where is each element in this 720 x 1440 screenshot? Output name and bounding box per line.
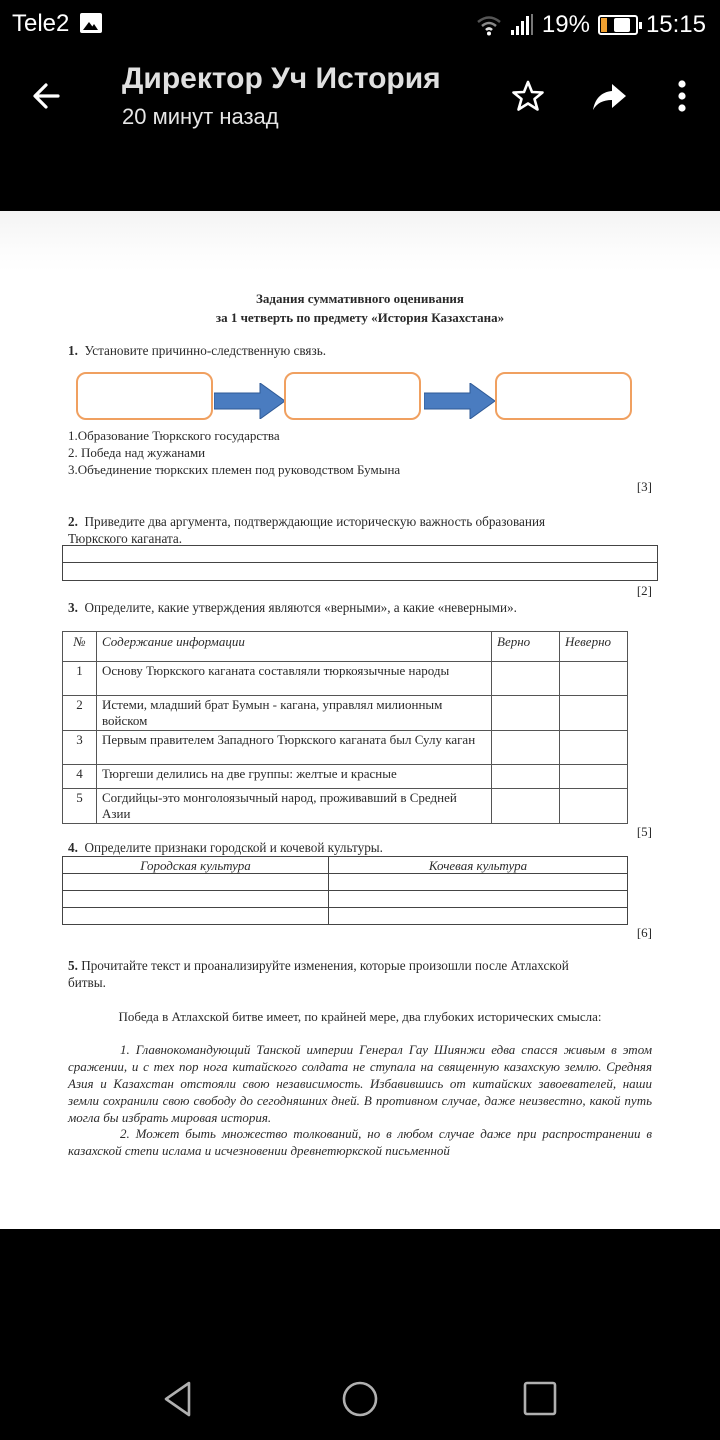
nomadic-cell (329, 891, 628, 908)
app-bar (0, 50, 720, 211)
nav-recents-icon (520, 1379, 560, 1419)
battery-level-fill (601, 18, 607, 32)
true-cell (492, 765, 560, 789)
false-cell (560, 662, 628, 696)
gallery-icon (80, 13, 102, 33)
arrow-right-icon (424, 383, 496, 419)
signal-icon (510, 14, 534, 36)
true-cell (492, 662, 560, 696)
urban-cell (63, 908, 329, 925)
false-cell (560, 731, 628, 765)
column-header: Верно (492, 632, 560, 662)
answer-line-1 (62, 545, 658, 563)
forward-button[interactable] (586, 72, 634, 120)
false-cell (560, 765, 628, 789)
true-cell (492, 731, 560, 765)
passage-paragraph-2: 2. Может быть множество толкований, но в любом случае даже при распространении в казахской степи ислама и исчезновении древнетюркской письменной (68, 1126, 652, 1158)
title-line-1: Задания суммативного оценивания (256, 291, 464, 306)
table-row (63, 874, 628, 891)
score-mark: [5] (636, 824, 652, 839)
arrow-right-icon (214, 383, 286, 419)
image-viewer[interactable] (0, 211, 720, 1229)
true-cell (492, 696, 560, 731)
false-cell (560, 789, 628, 824)
table-row (63, 789, 628, 824)
status-bar (0, 0, 720, 50)
question-text: Тюркского каганата. (68, 531, 183, 546)
question-text: Определите признаки городской и кочевой культуры. (84, 840, 383, 855)
back-button[interactable] (24, 72, 72, 120)
column-header: Содержание информации (97, 632, 492, 662)
nomadic-cell (329, 874, 628, 891)
row-number: 3 (63, 731, 97, 765)
star-icon (510, 78, 546, 114)
question-2 (68, 513, 545, 547)
document-page (0, 211, 720, 1229)
question-text: Прочитайте текст и проанализируйте изменения, которые произошли после Атлахской (81, 958, 569, 973)
list-item: 3.Объединение тюркских племен под руководством Бумына (68, 462, 401, 477)
share-icon (590, 78, 630, 114)
row-number: 2 (63, 696, 97, 731)
question-5 (68, 957, 569, 991)
status-indicators (476, 10, 706, 40)
question-text: битвы. (68, 975, 106, 990)
system-nav-bar (0, 1229, 720, 1440)
nav-back-icon (160, 1379, 200, 1419)
more-options-button[interactable] (658, 72, 706, 120)
question-1 (68, 343, 326, 359)
question-number: 3. (68, 600, 78, 615)
table-row (63, 765, 628, 789)
table-row (63, 908, 628, 925)
urban-cell (63, 874, 329, 891)
statement-text: Основу Тюркского каганата составляли тюркоязычные народы (97, 662, 492, 696)
question-number: 4. (68, 840, 78, 855)
more-vert-icon (676, 78, 688, 114)
culture-table (62, 856, 628, 925)
false-cell (560, 696, 628, 731)
battery-percent: 19% (541, 11, 590, 38)
column-header: Кочевая культура (329, 857, 628, 874)
nomadic-cell (329, 908, 628, 925)
nav-recents-button[interactable] (510, 1369, 570, 1429)
table-header-row (63, 857, 628, 874)
column-header: Неверно (560, 632, 628, 662)
row-number: 4 (63, 765, 97, 789)
star-button[interactable] (504, 72, 552, 120)
list-item: 1.Образование Тюркского государства (68, 428, 280, 443)
question-text: Определите, какие утверждения являются «верными», а какие «неверными». (84, 600, 517, 615)
chat-title: Директор Уч История (122, 62, 441, 95)
wifi-icon (476, 14, 502, 36)
table-row (63, 731, 628, 765)
flow-box-3 (495, 372, 632, 420)
statement-text: Согдийцы-это монголоязычный народ, проживавший в Средней Азии (97, 789, 492, 824)
question-4 (68, 840, 383, 856)
score-mark: [2] (636, 583, 652, 598)
table-row (63, 891, 628, 908)
row-number: 1 (63, 662, 97, 696)
row-number: 5 (63, 789, 97, 824)
question-number: 5. (68, 958, 78, 973)
title-line-2: за 1 четверть по предмету «История Казахстана» (215, 310, 505, 325)
question-number: 2. (68, 514, 78, 529)
list-item: 2. Победа над жужанами (68, 445, 206, 460)
question-number: 1. (68, 343, 78, 358)
document-title (0, 289, 720, 327)
question-text: Установите причинно-следственную связь. (84, 343, 327, 358)
statement-text: Первым правителем Западного Тюркского каганата был Сулу каган (97, 731, 492, 765)
nav-home-icon (340, 1379, 380, 1419)
urban-cell (63, 891, 329, 908)
flow-box-1 (76, 372, 213, 420)
nav-home-button[interactable] (330, 1369, 390, 1429)
table-row (63, 662, 628, 696)
carrier-label: Tele2 (12, 10, 70, 37)
question-text: Приведите два аргумента, подтверждающие историческую важность образования (84, 514, 546, 529)
statement-text: Истеми, младший брат Бумын - кагана, управлял милионным войском (97, 696, 492, 731)
clock: 15:15 (645, 11, 706, 38)
table-row (63, 696, 628, 731)
answer-line-2 (62, 562, 658, 581)
back-arrow-icon (24, 72, 72, 120)
column-header: № (63, 632, 97, 662)
column-header: Городская культура (63, 857, 329, 874)
true-false-table (62, 631, 628, 824)
passage-paragraph-1: 1. Главнокомандующий Танской империи Генерал Гау Шиянжи едва спасся живым в этом сражении, и с тех пор нога китайского солдата не ступала на священную казахскую землю. Средняя Азия и Казахстан отстояли свою независимость. Избавившись от китайских завоевателей, наши земли сохранили свою свободу до сегодняшних дней. В противном случае, даже неизвестно, какой путь могла бы избрать мировая история. (68, 1042, 652, 1125)
question-3 (68, 600, 517, 616)
flow-box-2 (284, 372, 421, 420)
score-mark: [3] (636, 479, 652, 494)
power-saving-icon (614, 18, 630, 32)
timestamp: 20 минут назад (122, 104, 279, 129)
true-cell (492, 789, 560, 824)
passage-intro: Победа в Атлахской битве имеет, по крайней мере, два глубоких исторических смысла: (118, 1009, 602, 1024)
table-header-row (63, 632, 628, 662)
nav-back-button[interactable] (150, 1369, 210, 1429)
score-mark: [6] (636, 925, 652, 940)
battery-icon (598, 15, 638, 35)
statement-text: Тюргеши делились на две группы: желтые и красные (97, 765, 492, 789)
